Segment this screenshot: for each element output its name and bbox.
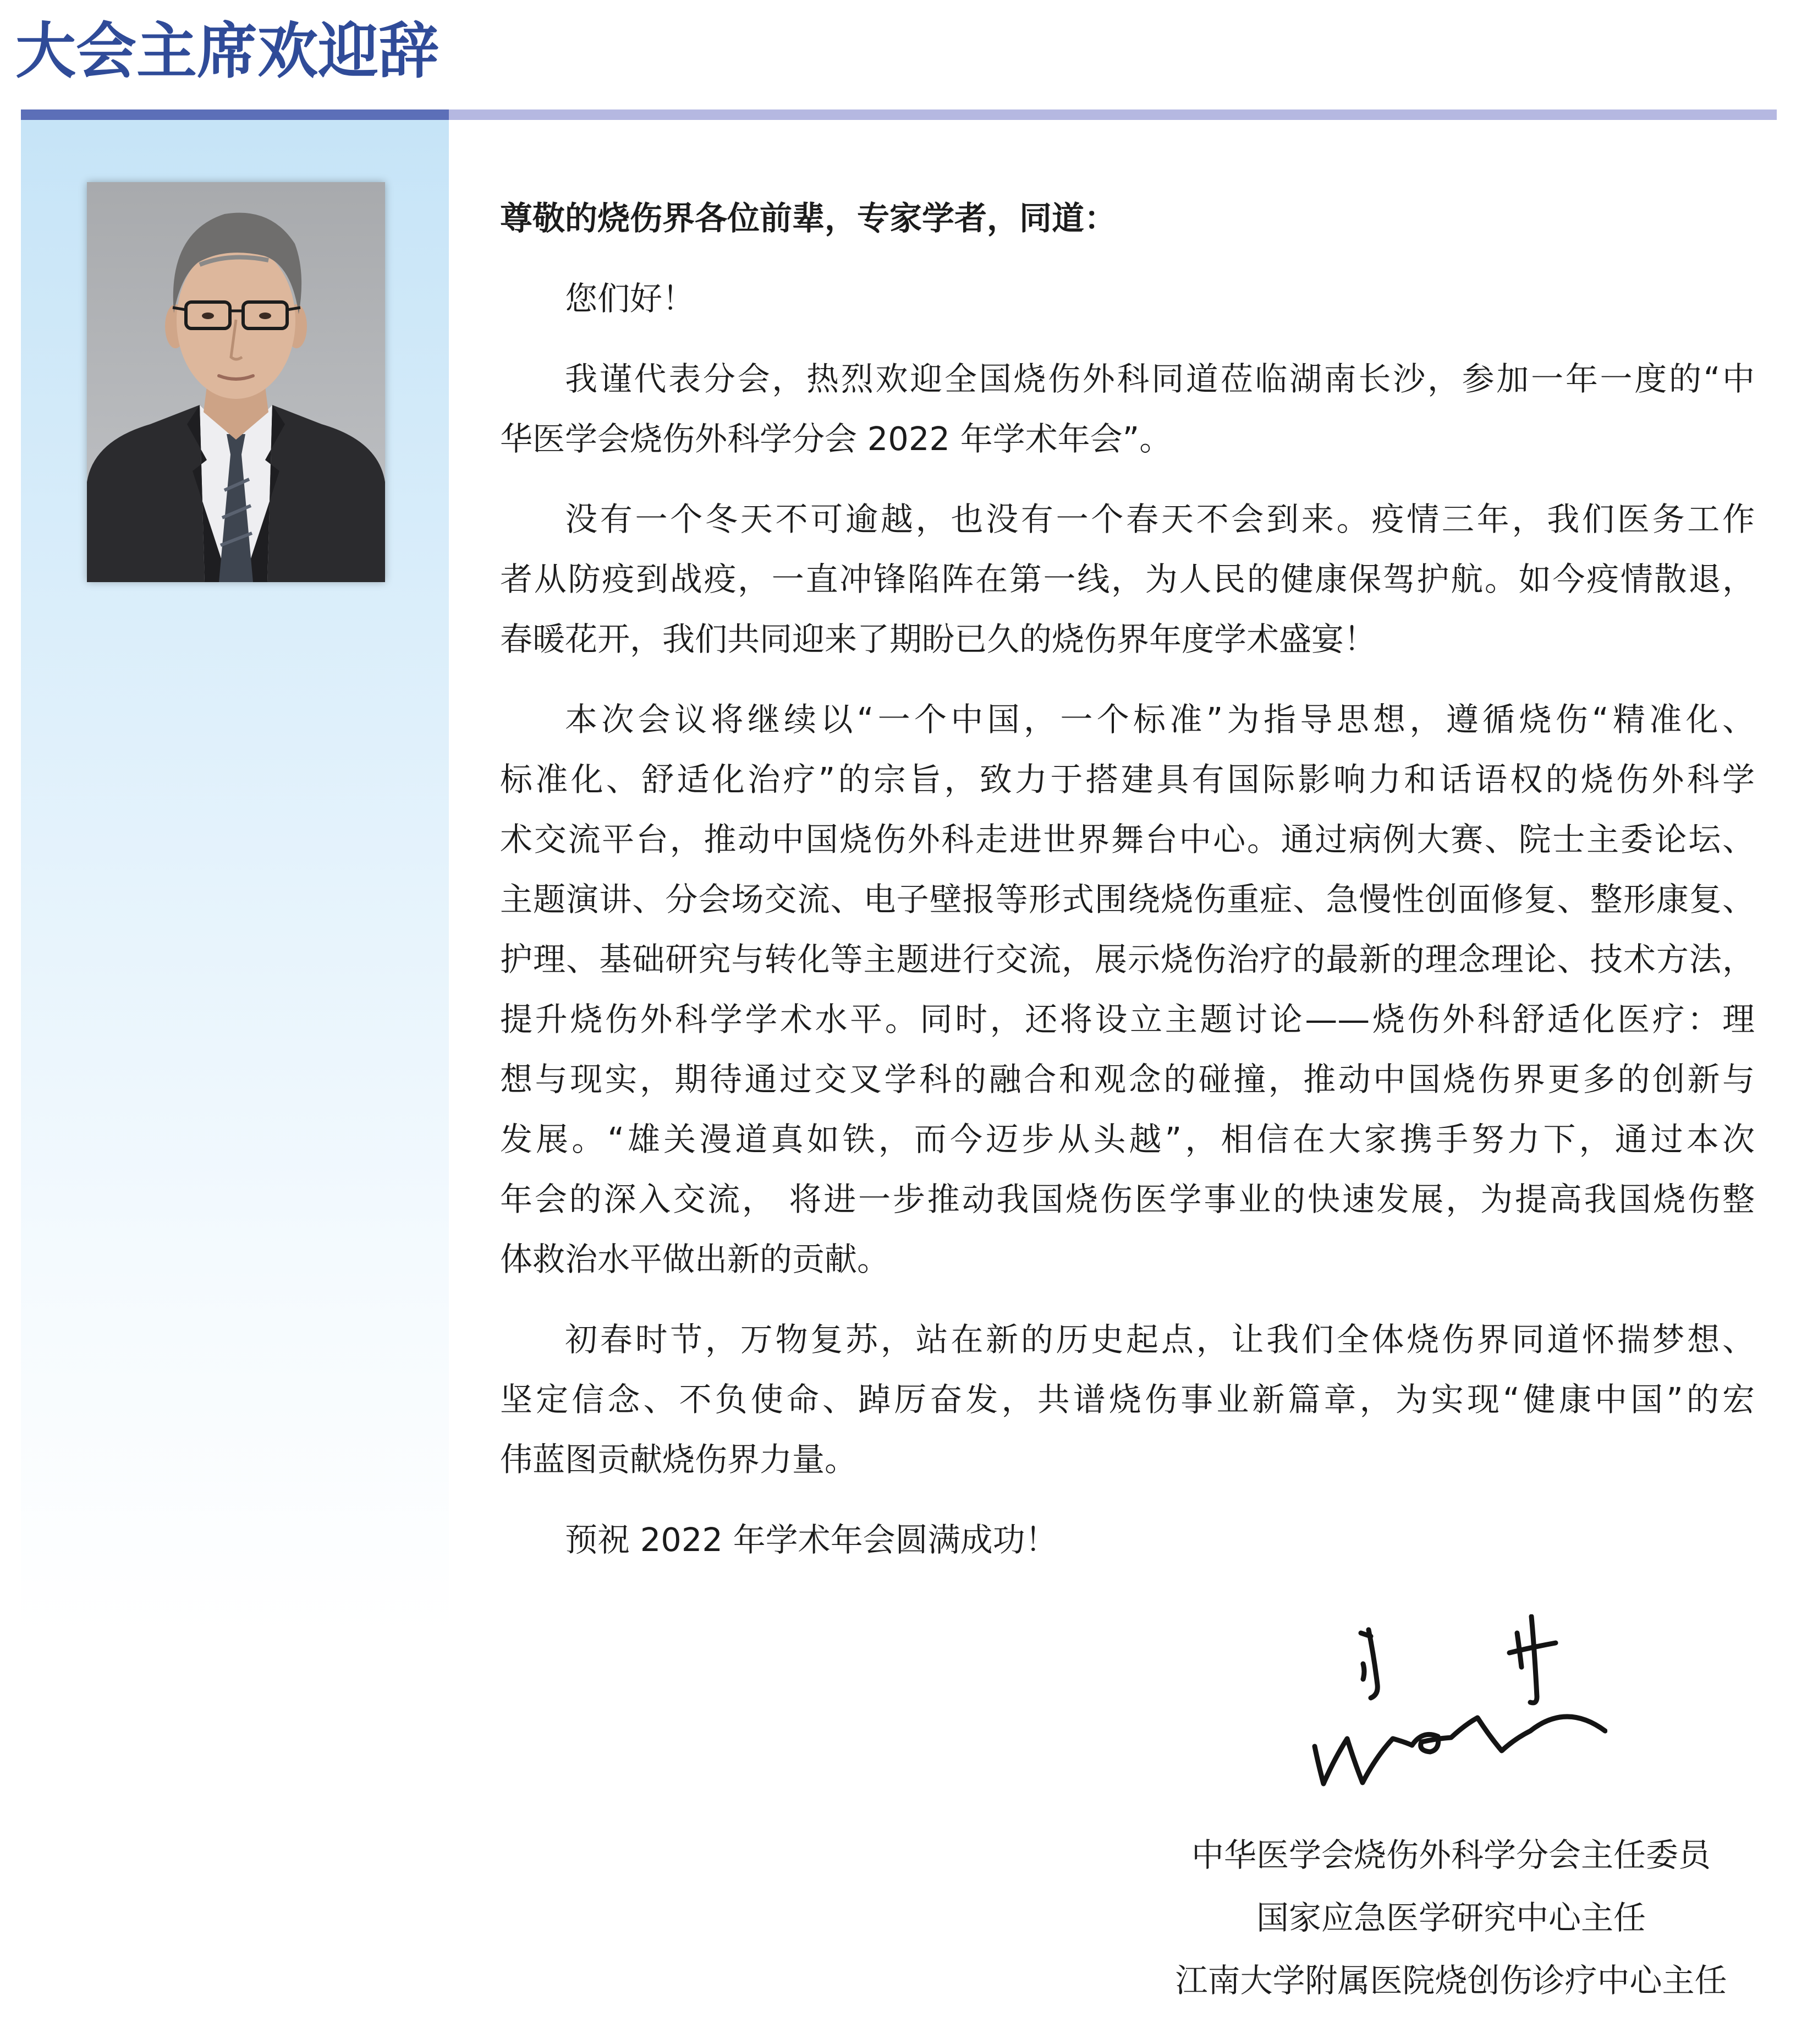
signature-drawing [1308,1614,1607,1803]
salutation: 尊敬的烧伤界各位前辈，专家学者，同道： [500,199,1117,237]
handwritten-signature [1308,1614,1607,1803]
paragraph-line: 主题演讲、分会场交流、电子壁报等形式围绕烧伤重症、急慢性创面修复、整形康复、 [500,880,1755,918]
paragraph-line: 没有一个冬天不可逾越，也没有一个春天不会到来。疫情三年，我们医务工作 [565,500,1755,538]
paragraph-line: 术交流平台，推动中国烧伤外科走进世界舞台中心。通过病例大赛、院士主委论坛、 [500,820,1755,858]
paragraph-line: 年会的深入交流， 将进一步推动我国烧伤医学事业的快速发展，为提高我国烧伤整 [500,1180,1755,1218]
paragraph-line: 体救治水平做出新的贡献。 [500,1240,890,1278]
header-bar-accent [21,109,449,120]
paragraph-line: 华医学会烧伤外科学分会 2022 年学术年会”。 [500,420,1172,458]
paragraph-line: 提升烧伤外科学学术水平。同时，还将设立主题讨论——烧伤外科舒适化医疗：理 [500,1000,1755,1038]
signature-stroke [1517,1633,1522,1667]
greeting-paragraph [500,268,1755,328]
salutation-paragraph [500,188,1755,248]
paragraph-line: 者从防疫到战疫，一直冲锋陷阵在第一线，为人民的健康保驾护航。如今疫情散退， [500,560,1755,598]
welcome-letter [500,188,1755,1570]
signatory-title: 中华医学会烧伤外科学分会主任委员 [1191,1836,1711,1874]
signature-stroke [1530,1616,1537,1703]
paragraph-4 [500,1309,1755,1489]
paragraph-line: 坚定信念、不负使命、踔厉奋发，共谱烧伤事业新篇章，为实现“健康中国”的宏 [500,1380,1755,1418]
paragraph-line: 发展。“雄关漫道真如铁，而今迈步从头越”，相信在大家携手努力下，通过本次 [500,1120,1755,1158]
signatory-title: 江南大学附属医院烧创伤诊疗中心主任 [1175,1961,1727,1999]
closing-paragraph [500,1510,1755,1570]
signature-stroke [1363,1664,1364,1679]
signatory-titles [1121,1824,1781,2012]
page-title: 大会主席欢迎辞 [15,16,439,86]
paragraph-line: 春暖花开，我们共同迎来了期盼已久的烧伤界年度学术盛宴！ [500,620,1377,658]
paragraph-3 [500,689,1755,1289]
paragraph-1 [500,349,1755,469]
paragraph-line: 我谨代表分会，热烈欢迎全国烧伤外科同道莅临湖南长沙，参加一年一度的“中 [565,360,1755,398]
header-bar [449,109,1777,120]
paragraph-line: 标准化、舒适化治疗”的宗旨，致力于搭建具有国际影响力和话语权的烧伤外科学 [500,760,1755,798]
paragraph-line: 本次会议将继续以“一个中国，一个标准”为指导思想，遵循烧伤“精准化、 [565,700,1755,738]
paragraph-line: 护理、基础研究与转化等主题进行交流，展示烧伤治疗的最新的理念理论、技术方法， [500,940,1755,978]
signatory-title: 国家应急医学研究中心主任 [1256,1899,1646,1937]
paragraph-line: 初春时节，万物复苏，站在新的历史起点，让我们全体烧伤界同道怀揣梦想、 [565,1320,1755,1358]
chairman-photo [87,182,385,582]
paragraph-line: 想与现实，期待通过交叉学科的融合和观念的碰撞，推动中国烧伤界更多的创新与 [500,1060,1755,1098]
closing-line: 预祝 2022 年学术年会圆满成功！ [565,1521,1058,1559]
greeting: 您们好！ [565,280,695,317]
signature-stroke [1315,1717,1605,1784]
paragraph-line: 伟蓝图贡献烧伤界力量。 [500,1440,858,1478]
chairman-portrait-illustration [87,182,385,582]
paragraph-2 [500,489,1755,669]
